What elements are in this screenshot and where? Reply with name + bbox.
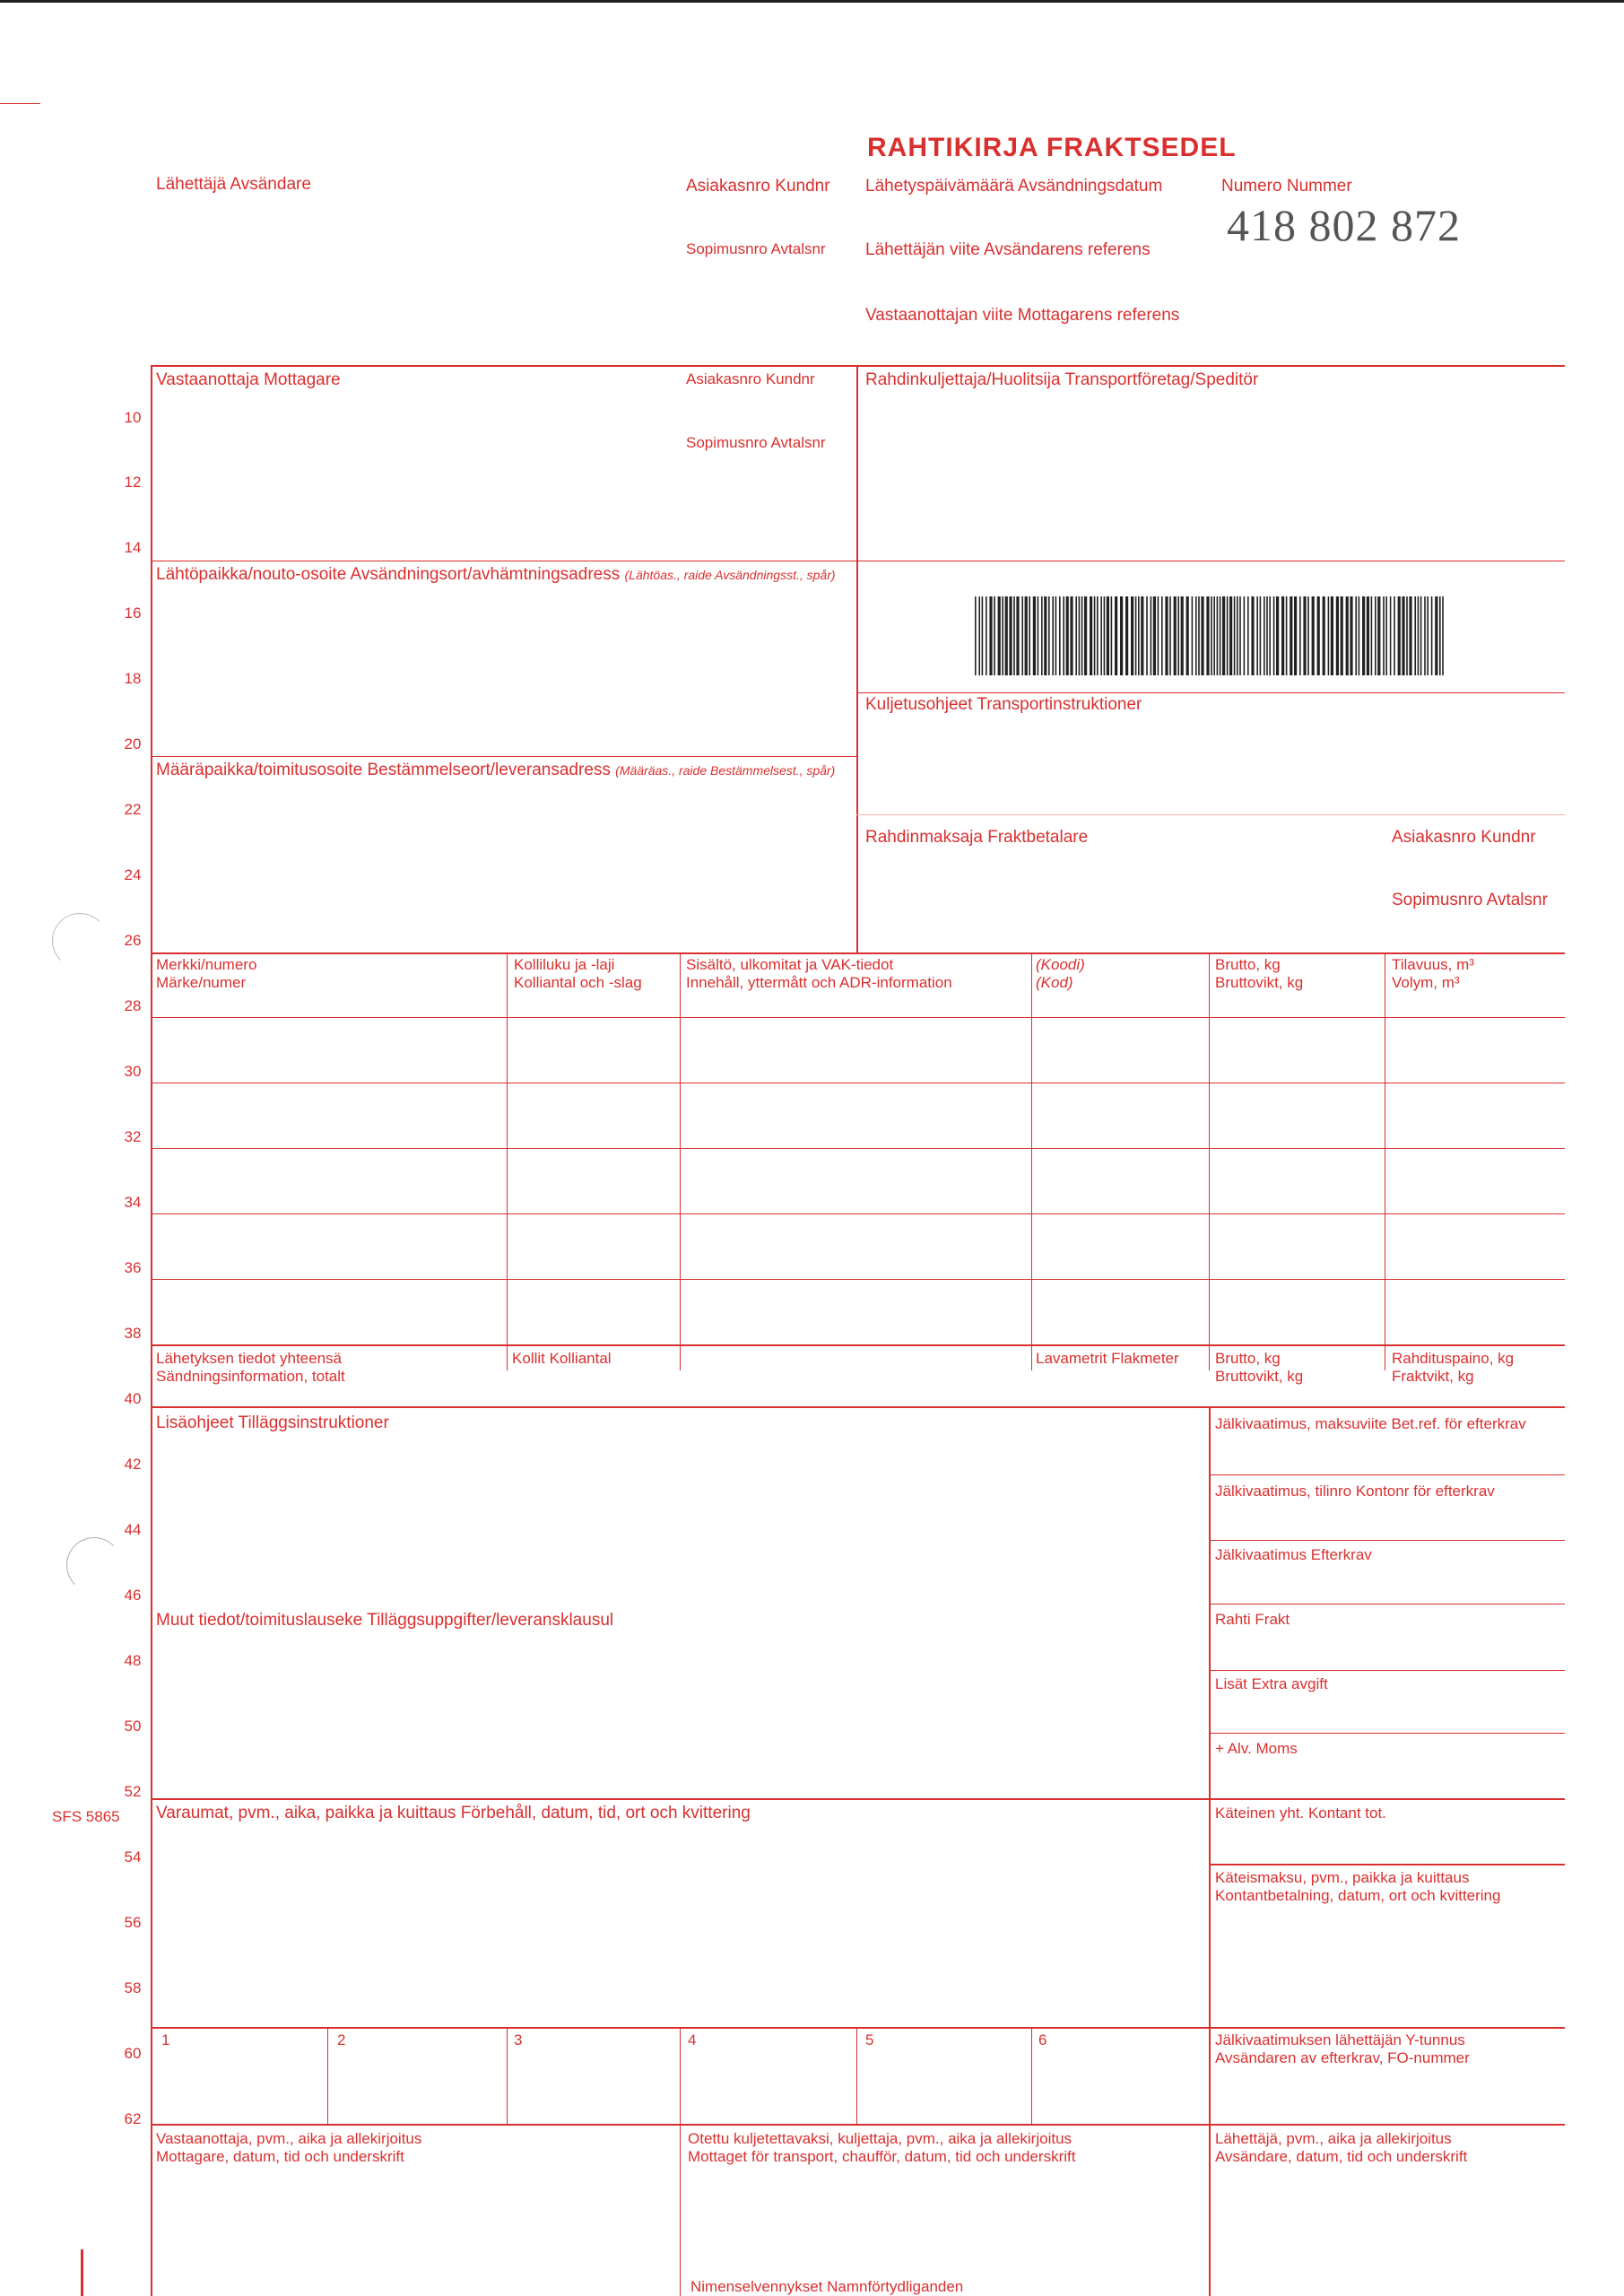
- col-gross-header: Brutto, kg Bruttovikt, kg: [1215, 956, 1304, 991]
- barcode-bar: [1075, 596, 1077, 675]
- recipient-label: Vastaanottaja Mottagare: [156, 370, 341, 389]
- barcode-bar: [1038, 596, 1039, 675]
- freight-label: Rahti Frakt: [1215, 1611, 1290, 1628]
- col-mark-header: Merkki/numero Märke/numer: [156, 956, 257, 991]
- column-divider: [1209, 952, 1210, 1370]
- copy-number: 5: [865, 2031, 874, 2048]
- row-divider: [856, 692, 1565, 693]
- payer-customer-no-label: Asiakasnro Kundnr: [1392, 828, 1536, 847]
- line-number: 50: [124, 1718, 142, 1735]
- barcode-bar: [1079, 596, 1081, 675]
- barcode-bar: [1213, 596, 1215, 675]
- barcode-bar: [1005, 596, 1008, 675]
- line-number: 20: [124, 735, 142, 752]
- barcode-bar: [1125, 596, 1128, 675]
- barcode-bar: [1442, 596, 1444, 675]
- col-code-header: (Koodi) (Kod): [1036, 956, 1085, 991]
- sender-label: Lähettäjä Avsändare: [156, 175, 311, 194]
- row-divider: [1209, 1733, 1565, 1734]
- barcode-bar: [1120, 596, 1123, 675]
- line-number: 18: [124, 670, 142, 687]
- barcode-bar: [1029, 596, 1030, 675]
- barcode-bar: [1346, 596, 1349, 675]
- barcode-bar: [1341, 596, 1343, 675]
- line-number: 44: [124, 1521, 142, 1538]
- barcode-bar: [1266, 596, 1268, 675]
- cash-payment-label: Käteismaksu, pvm., paikka ja kuittaus Kontantbetalning, datum, ort och kvittering: [1215, 1869, 1501, 1904]
- barcode-bar: [1192, 596, 1194, 675]
- line-number: 32: [124, 1128, 142, 1145]
- packages-total-label: Kollit Kolliantal: [512, 1350, 612, 1367]
- barcode-bar: [1303, 596, 1306, 675]
- barcode-bar: [1104, 596, 1106, 675]
- barcode-bar: [975, 596, 977, 675]
- barcode-bar: [1312, 596, 1315, 675]
- barcode-bar: [1107, 596, 1109, 675]
- barcode-bar: [1385, 596, 1387, 675]
- received-signature-label: Otettu kuljetettavaksi, kuljettaja, pvm., aika ja allekirjoitus Mottaget för transport, chaufför, datum, tid och underskrift: [688, 2130, 1076, 2165]
- row-divider: [151, 756, 856, 757]
- column-divider: [680, 952, 681, 1370]
- table-row: [151, 1148, 1565, 1149]
- barcode-bar: [1359, 596, 1360, 675]
- column-divider: [507, 2027, 508, 2124]
- barcode-bar: [1055, 596, 1057, 675]
- reservations-label: Varaumat, pvm., aika, paikka ja kuittaus Förbehåll, datum, tid, ort och kvittering: [156, 1804, 751, 1822]
- copy-number: 4: [688, 2031, 697, 2048]
- barcode-bar: [1165, 596, 1168, 675]
- name-clarification-label: Nimenselvennykset Namnförtydliganden: [690, 2278, 964, 2295]
- line-number: 56: [124, 1914, 142, 1931]
- barcode-bar: [1161, 596, 1163, 675]
- line-number: 22: [124, 801, 142, 818]
- standard-code: SFS 5865: [52, 1808, 120, 1825]
- barcode-bar: [1041, 596, 1043, 675]
- column-divider: [507, 952, 508, 1370]
- line-number: 42: [124, 1456, 142, 1473]
- cod-label: Jälkivaatimus Efterkrav: [1215, 1546, 1372, 1563]
- cod-ref-label: Jälkivaatimus, maksuviite Bet.ref. för efterkrav: [1215, 1415, 1526, 1432]
- barcode-bar: [1021, 596, 1023, 675]
- col-contents-header: Sisältö, ulkomitat ja VAK-tiedot Innehåll, yttermått och ADR-information: [686, 956, 952, 991]
- barcode-bar: [1100, 596, 1102, 675]
- line-number: 30: [124, 1063, 142, 1080]
- col-volume-header: Tilavuus, m³ Volym, m³: [1392, 956, 1474, 991]
- number-label: Numero Nummer: [1221, 177, 1352, 196]
- barcode-bar: [1227, 596, 1229, 675]
- column-divider: [680, 2027, 681, 2296]
- barcode-bar: [1371, 596, 1373, 675]
- line-number: 10: [124, 409, 142, 426]
- barcode-bar: [1220, 596, 1221, 675]
- dispatch-date-label: Lähetyspäivämäärä Avsändningsdatum: [865, 177, 1163, 196]
- barcode-bar: [1198, 596, 1200, 675]
- line-number: 12: [124, 474, 142, 491]
- row-divider: [1209, 1604, 1565, 1605]
- pallet-meters-label: Lavametrit Flakmeter: [1036, 1350, 1179, 1367]
- barcode-bar: [1398, 596, 1401, 675]
- copy-number: 6: [1038, 2031, 1047, 2048]
- document-number: 418 802 872: [1227, 200, 1461, 250]
- barcode-bar: [1355, 596, 1357, 675]
- other-info-label: Muut tiedot/toimituslauseke Tilläggsuppgifter/leveransklausul: [156, 1611, 614, 1630]
- column-divider: [1031, 2027, 1032, 2124]
- barcode-bar: [1186, 596, 1189, 675]
- payer-label: Rahdinmaksaja Fraktbetalare: [865, 828, 1089, 847]
- barcode-bar: [982, 596, 984, 675]
- barcode-bar: [1059, 596, 1061, 675]
- barcode-bar: [1418, 596, 1420, 675]
- barcode-bar: [1131, 596, 1133, 675]
- barcode-bar: [1025, 596, 1028, 675]
- barcode-bar: [1247, 596, 1249, 675]
- barcode-bar: [1264, 596, 1265, 675]
- barcode-bar: [1044, 596, 1046, 675]
- barcode-bar: [1115, 596, 1117, 675]
- row-divider: [151, 2124, 1565, 2126]
- barcode-bar: [1169, 596, 1171, 675]
- barcode-bar: [1424, 596, 1426, 675]
- barcode-bar: [1431, 596, 1433, 675]
- line-number: 60: [124, 2045, 142, 2062]
- row-divider: [151, 2027, 1565, 2029]
- barcode-bar: [1367, 596, 1369, 675]
- row-divider: [1209, 1540, 1565, 1541]
- barcode-bar: [1435, 596, 1437, 675]
- barcode-bar: [1181, 596, 1184, 675]
- barcode-bar: [1016, 596, 1019, 675]
- barcode-bar: [1439, 596, 1441, 675]
- row-divider: [151, 1406, 1565, 1408]
- barcode-bar: [1135, 596, 1137, 675]
- line-number: 48: [124, 1652, 142, 1669]
- binder-hole: [66, 1537, 122, 1593]
- barcode-bar: [1323, 596, 1325, 675]
- barcode-bar: [1229, 596, 1232, 675]
- recipient-signature-label: Vastaanottaja, pvm., aika ja allekirjoitus Mottagare, datum, tid och underskrift: [156, 2130, 422, 2165]
- margin-mark: [81, 2249, 83, 2296]
- extras-label: Lisät Extra avgift: [1215, 1675, 1328, 1692]
- barcode-bar: [1063, 596, 1064, 675]
- line-number: 38: [124, 1325, 142, 1342]
- line-number: 54: [124, 1848, 142, 1866]
- barcode-bar: [998, 596, 1001, 675]
- barcode-bar: [1260, 596, 1262, 675]
- line-number: 14: [124, 539, 142, 556]
- recipient-ref-label: Vastaanottajan viite Mottagarens referens: [865, 306, 1180, 325]
- totals-row-top: [151, 1344, 1565, 1346]
- goods-table-top: [151, 952, 1565, 954]
- barcode-bar: [1090, 596, 1092, 675]
- barcode-bar: [1138, 596, 1140, 675]
- barcode-bar: [1409, 596, 1411, 675]
- barcode-bar: [1294, 596, 1297, 675]
- row-divider: [856, 814, 1565, 815]
- sender-signature-label: Lähettäjä, pvm., aika ja allekirjoitus Avsändare, datum, tid och underskrift: [1215, 2130, 1468, 2165]
- column-divider: [327, 2027, 328, 2124]
- barcode-bar: [1013, 596, 1015, 675]
- barcode-bar: [1097, 596, 1099, 675]
- barcode-bar: [1331, 596, 1333, 675]
- transport-instructions-label: Kuljetusohjeet Transportinstruktioner: [865, 695, 1142, 714]
- sender-ref-label: Lähettäjän viite Avsändarens referens: [865, 240, 1151, 259]
- barcode-bar: [994, 596, 995, 675]
- cash-total-label: Käteinen yht. Kontant tot.: [1215, 1805, 1386, 1822]
- frame-left: [151, 365, 152, 2296]
- row-divider: [1209, 1474, 1565, 1475]
- barcode-bar: [1273, 596, 1275, 675]
- barcode-bar: [1153, 596, 1156, 675]
- line-number: 62: [124, 2110, 142, 2127]
- barcode-bar: [1402, 596, 1404, 675]
- barcode-bar: [1009, 596, 1012, 675]
- barcode-bar: [1239, 596, 1241, 675]
- barcode-bar: [978, 596, 980, 675]
- line-number: 16: [124, 604, 142, 622]
- barcode: [975, 596, 1446, 675]
- col-packages-header: Kolliluku ja -laji Kolliantal och -slag: [514, 956, 642, 991]
- barcode-bar: [1251, 596, 1254, 675]
- table-row: [151, 1213, 1565, 1214]
- destination-label: Määräpaikka/toimitusosoite Bestämmelseort/leveransadress (Määräas., raide Bestämmelsest., spår): [156, 761, 836, 779]
- shipment-total-label: Lähetyksen tiedot yhteensä Sändningsinformation, totalt: [156, 1350, 345, 1385]
- margin-mark: [0, 103, 40, 104]
- barcode-bar: [1244, 596, 1246, 675]
- barcode-bar: [1158, 596, 1159, 675]
- barcode-bar: [1052, 596, 1054, 675]
- barcode-bar: [1237, 596, 1238, 675]
- row-divider: [1209, 1864, 1565, 1866]
- line-number: 40: [124, 1390, 142, 1407]
- copy-number: 2: [337, 2031, 346, 2048]
- row-divider: [1209, 1670, 1565, 1671]
- barcode-bar: [1394, 596, 1395, 675]
- table-row: [151, 1279, 1565, 1280]
- barcode-bar: [1066, 596, 1069, 675]
- contract-no-label: Sopimusnro Avtalsnr: [686, 240, 826, 257]
- barcode-bar: [1336, 596, 1339, 675]
- barcode-bar: [1217, 596, 1219, 675]
- barcode-bar: [1201, 596, 1203, 675]
- barcode-bar: [1281, 596, 1284, 675]
- carrier-label: Rahdinkuljettaja/Huolitsija Transportföretag/Speditör: [865, 370, 1259, 389]
- barcode-bar: [1307, 596, 1309, 675]
- cod-account-label: Jälkivaatimus, tilinro Kontonr för efterkrav: [1215, 1483, 1495, 1500]
- barcode-bar: [1033, 596, 1036, 675]
- barcode-bar: [1362, 596, 1365, 675]
- barcode-bar: [1383, 596, 1385, 675]
- barcode-bar: [1269, 596, 1271, 675]
- barcode-bar: [1290, 596, 1292, 675]
- payer-contract-no-label: Sopimusnro Avtalsnr: [1392, 891, 1548, 909]
- additional-instructions-label: Lisäohjeet Tilläggsinstruktioner: [156, 1413, 389, 1432]
- barcode-bar: [1234, 596, 1236, 675]
- barcode-bar: [1222, 596, 1225, 675]
- line-number: 24: [124, 866, 142, 883]
- barcode-bar: [1299, 596, 1301, 675]
- barcode-bar: [1177, 596, 1179, 675]
- column-divider: [856, 2027, 857, 2124]
- cod-sender-label: Jälkivaatimuksen lähettäjän Y-tunnus Avsändaren av efterkrav, FO-nummer: [1215, 2031, 1470, 2066]
- barcode-bar: [1081, 596, 1083, 675]
- barcode-bar: [1151, 596, 1152, 675]
- row-divider: [151, 1798, 1565, 1800]
- column-divider: [1031, 952, 1032, 1370]
- barcode-bar: [989, 596, 992, 675]
- barcode-bar: [1377, 596, 1380, 675]
- barcode-bar: [986, 596, 987, 675]
- barcode-bar: [1174, 596, 1177, 675]
- barcode-bar: [1350, 596, 1352, 675]
- barcode-bar: [1211, 596, 1212, 675]
- table-row: [151, 1017, 1565, 1018]
- copy-number: 1: [161, 2031, 170, 2048]
- barcode-bar: [1375, 596, 1376, 675]
- customer-no-label: Asiakasnro Kundnr: [686, 177, 830, 196]
- barcode-bar: [1276, 596, 1279, 675]
- barcode-bar: [1317, 596, 1320, 675]
- line-number: 52: [124, 1783, 142, 1800]
- barcode-bar: [1002, 596, 1003, 675]
- barcode-bar: [1414, 596, 1416, 675]
- line-number: 34: [124, 1194, 142, 1211]
- freight-weight-label: Rahdituspaino, kg Fraktvikt, kg: [1392, 1350, 1515, 1385]
- barcode-bar: [1328, 596, 1330, 675]
- barcode-bar: [1420, 596, 1422, 675]
- binder-hole: [52, 913, 108, 969]
- barcode-bar: [1406, 596, 1408, 675]
- gross-total-label: Brutto, kg Bruttovikt, kg: [1215, 1350, 1304, 1385]
- barcode-bar: [1195, 596, 1197, 675]
- barcode-bar: [1206, 596, 1209, 675]
- barcode-bar: [1048, 596, 1050, 675]
- barcode-bar: [1084, 596, 1087, 675]
- barcode-bar: [1070, 596, 1073, 675]
- section-divider: [856, 365, 858, 952]
- copy-number: 3: [514, 2031, 523, 2048]
- barcode-bar: [1390, 596, 1392, 675]
- barcode-bar: [1256, 596, 1258, 675]
- recipient-contract-no-label: Sopimusnro Avtalsnr: [686, 434, 826, 451]
- barcode-bar: [1111, 596, 1113, 675]
- vat-label: + Alv. Moms: [1215, 1740, 1298, 1757]
- recipient-customer-no-label: Asiakasnro Kundnr: [686, 370, 815, 387]
- scan-edge: [0, 0, 1624, 3]
- barcode-bar: [1141, 596, 1143, 675]
- departure-label: Lähtöpaikka/nouto-osoite Avsändningsort/avhämtningsadress (Lähtöas., raide Avsändningsst., spår): [156, 565, 836, 584]
- line-number: 58: [124, 1979, 142, 1996]
- barcode-bar: [1427, 596, 1429, 675]
- document-title: RAHTIKIRJA FRAKTSEDEL: [867, 133, 1237, 162]
- line-number: 26: [124, 932, 142, 949]
- line-number: 46: [124, 1587, 142, 1604]
- barcode-bar: [1094, 596, 1096, 675]
- line-number: 36: [124, 1259, 142, 1276]
- line-number: 28: [124, 997, 142, 1014]
- barcode-bar: [1146, 596, 1148, 675]
- barcode-bar: [1286, 596, 1288, 675]
